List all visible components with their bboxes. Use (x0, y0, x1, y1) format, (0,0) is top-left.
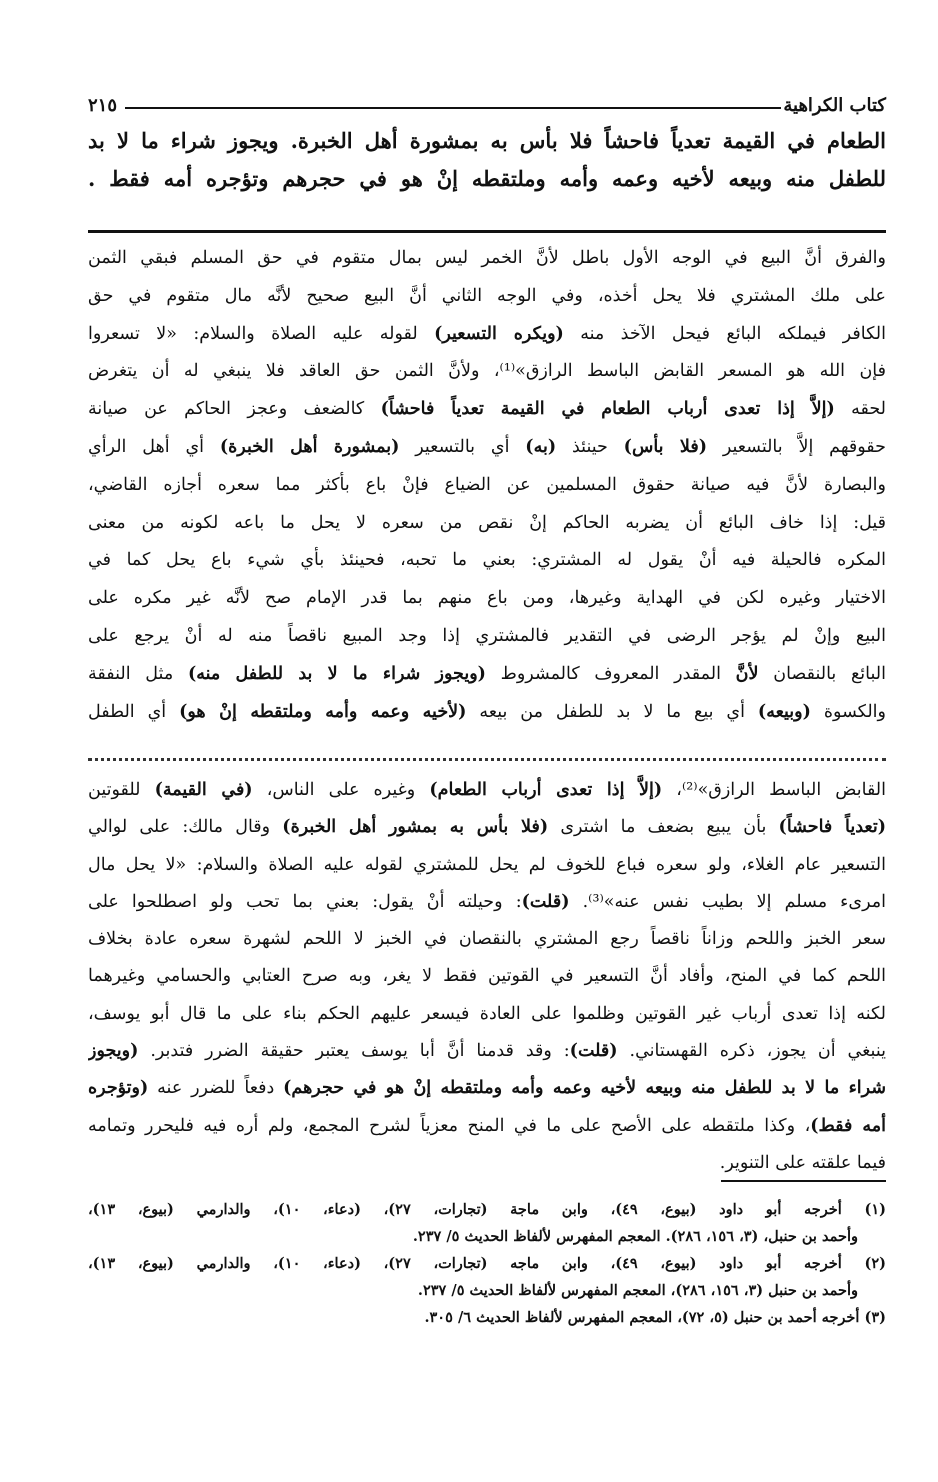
commentary-line (88, 316, 886, 354)
bold-matn-quote: (بمشورة أهل الخبرة) (219, 436, 400, 457)
commentary-text: والبصارة لأنَّ فيه صيانة حقوق المسلمين عن الضياع فإنْ باع بأكثر مما سعره أجازه القاضي، (88, 474, 886, 495)
commentary-line (88, 353, 886, 391)
bold-matn-quote: (ويجوز (88, 1041, 139, 1062)
bold-matn-quote: (وتؤجره (88, 1078, 149, 1099)
commentary-section-2 (88, 772, 886, 1182)
commentary-line (88, 809, 886, 846)
bold-matn-quote: (قلت) (521, 891, 570, 912)
commentary-text: فإن الله هو المسعر القابض الباسط الرازق»⁽¹⁾، ولأنَّ الثمن حق العاقد فلا ينبغي له أن يتغرض (88, 361, 886, 382)
commentary-text: البائع بالنقصان (758, 663, 886, 684)
bold-matn-quote: (ويكره التسعير) (434, 323, 564, 344)
commentary-text: : وحيلته أنْ يقول: بعني بما تحب ولو اصطلحوا على (88, 891, 522, 912)
matn-line: للطفل منه وبيعه لأخيه وعمه وأمه وملتقطه إنْ هو في حجرهم وتؤجره أمه فقط . (88, 166, 886, 191)
bold-matn-quote: (إلاَّ إذا تعدى أرباب الطعام) (429, 780, 663, 800)
commentary-line (88, 391, 886, 429)
commentary-line (88, 1033, 886, 1070)
commentary-line (88, 847, 886, 884)
commentary-line (88, 618, 886, 656)
commentary-text: سعر الخبز واللحم وزاناً ناقصاً رجع المشتري بالنقصان في الخبز لا اللحم لشهرة سعره عادة بخلاف (88, 929, 886, 950)
bold-matn-quote: (فلا بأس به بمشور أهل الخبرة) (282, 817, 549, 838)
bold-matn-quote: (في القيمة) (154, 780, 253, 800)
matn-line: الطعام في القيمة تعدياً فاحشاً فلا بأس به بمشورة أهل الخبرة. ويجوز شراء ما لا بد (88, 128, 886, 153)
commentary-text: لكنه إذا تعدى أرباب غير القوتين وظلموا على العادة فيسعر عليهم الحكم بناء على ما قال أبو يوسف، (88, 1003, 886, 1024)
commentary-line (88, 1108, 886, 1145)
commentary-text: التسعير عام الغلاء، ولو سعره فباع للخوف لم يحل للمشتري لقوله عليه الصلاة والسلام: «لا يحل مال (88, 854, 886, 875)
bold-matn-quote: (ويجوز شراء ما لا بد للطفل منه) (187, 663, 486, 684)
commentary-text: أي بيع ما لا بد للطفل من بيعه (466, 701, 758, 722)
bold-matn-quote: (به) (525, 436, 557, 457)
bold-matn-quote: (قلت) (569, 1041, 618, 1062)
commentary-text: لحقه (834, 399, 886, 420)
commentary-text: امرىء مسلم إلا بطيب نفس عنه»⁽³⁾. (569, 891, 886, 912)
commentary-text: وغيره على الناس، (252, 780, 430, 800)
commentary-text: لقوله عليه الصلاة والسلام: «لا تسعروا (88, 323, 435, 344)
commentary-text: المكره فالحيلة فيه أنْ يقول له المشتري: بعني ما تحبه، فحينئذ بأي شيء باع يحل كما في (88, 550, 886, 571)
commentary-line (88, 1070, 886, 1107)
commentary-line (88, 996, 886, 1033)
commentary-text: بأن يبيع بضعف ما اشترى (548, 817, 779, 838)
commentary-text: قيل: إذا خاف البائع أن يضربه الحاكم إنْ نقص من سعره لا يحل ما باعه لكونه من معنى (88, 512, 886, 533)
commentary-text: القابض الباسط الرازق»⁽²⁾، (662, 780, 886, 800)
commentary-line (88, 921, 886, 958)
commentary-line (88, 429, 886, 467)
commentary-text: أي أهل الرأي (88, 436, 220, 457)
bold-matn-quote: (تعدياً فاحشاً) (778, 817, 886, 838)
commentary-line (88, 772, 886, 809)
commentary-text: فيما علقته على التنوير. (719, 1152, 886, 1173)
bold-matn-quote: (وبيعه) (757, 701, 811, 722)
footnote-line: وأحمد بن حنبل، (٣، ١٥٦، ٢٨٦). المعجم المفهرس لألفاظ الحديث ٥/ ٢٣٧. (412, 1228, 858, 1245)
commentary-line (88, 656, 886, 694)
running-header (88, 88, 886, 116)
commentary-text: للقوتين (88, 780, 155, 800)
matn-separator (88, 230, 886, 233)
footnote-line: (٣) أخرجه أحمد بن حنبل (٥، ٧٢)، المعجم المفهرس لألفاظ الحديث ٦/ ٣٠٥. (424, 1309, 886, 1326)
commentary-text: البيع وإنْ لم يؤجر الرضى في التقدير فالمشتري إذا وجد المبيع ناقصاً منه له أنْ يرجع على (88, 625, 886, 646)
commentary-line (88, 278, 886, 316)
commentary-line (88, 542, 886, 580)
bold-matn-quote: (إلاَّ إذا تعدى أرباب الطعام في القيمة تعدياً فاحشاً) (380, 399, 835, 420)
commentary-text: حينئذ (556, 436, 624, 457)
commentary-text: والفرق أنَّ البيع في الوجه الأول باطل لأنَّ الخمر ليس بمال متقوم في حق المسلم فبقي الثمن (88, 248, 886, 268)
commentary-line (88, 958, 886, 995)
bold-matn-quote: أمه فقط) (810, 1115, 886, 1136)
commentary-line (88, 580, 886, 618)
commentary-text: اللحم كما في المنح، وأفاد أنَّ التسعير في القوتين فقط لا يغر، وبه صرح العتابي والحسامي وغيرهما (88, 966, 886, 987)
commentary-line (88, 505, 886, 543)
matn-text (88, 122, 886, 198)
footnote-separator (721, 1180, 886, 1182)
bold-matn-quote: (لأخيه وعمه وأمه وملتقطه إنْ هو) (179, 701, 467, 722)
commentary-section-1 (88, 240, 886, 731)
bold-matn-quote: لأنَّ (735, 663, 759, 684)
commentary-text: الكافر فيملكه البائع فيحل الآخذ منه (563, 323, 886, 344)
commentary-line (88, 467, 886, 505)
commentary-text: ينبغي أن يجوز، ذكره القهستاني. (617, 1041, 886, 1062)
footnote-line: (١) أخرجه أبو داود (بيوع، ٤٩)، وابن ماجة (تجارات، ٢٧)، (دعاء، ١٠)، والدارمي (بيوع، ١٣)، (88, 1201, 886, 1218)
commentary-text: أي بالتسعير (399, 436, 526, 457)
bold-matn-quote: شراء ما لا بد للطفل منه وبيعه لأخيه وعمه وأمه وملتقطه إنْ هو في حجرهم) (283, 1078, 886, 1099)
commentary-line (88, 884, 886, 921)
page-number: ٢١٥ (88, 95, 118, 116)
commentary-text: ، وكذا ملتقطه على الأصح على ما في المنح معزياً لشرح المجمع، ولم أره فيه فليحرر وتمامه (88, 1115, 811, 1136)
commentary-text: أي الطفل (88, 701, 180, 722)
commentary-line (88, 1145, 886, 1182)
commentary-text: المقدر المعروف كالمشروط (485, 663, 736, 684)
commentary-text: وقال مالك: على لوالي (88, 817, 283, 838)
commentary-text: دفعاً للضرر عنه (148, 1078, 284, 1099)
footnotes (88, 1196, 886, 1331)
header-rule (125, 107, 781, 109)
bold-matn-quote: (فلا بأس) (623, 436, 707, 457)
commentary-text: : وقد قدمنا أنَّ أبا يوسف يعتبر حقيقة الضرر فتدبر. (138, 1041, 570, 1062)
commentary-text: والكسوة (810, 701, 886, 722)
commentary-text: مثل النفقة (88, 663, 188, 684)
footnote-line: وأحمد بن حنبل (٣، ١٥٦، ٢٨٦)، المعجم المفهرس لألفاظ الحديث ٥/ ٢٣٧. (417, 1282, 858, 1299)
commentary-text: الاختيار وغيره لكن في الهداية وغيرها، ومن باع منهم بما قدر الإمام صح لأنَّه غير مكره على (88, 588, 886, 609)
footnote-line: (٢) أخرجه أبو داود (بيوع، ٤٩)، وابن ماجه (تجارات، ٢٧)، (دعاء، ١٠)، والدارمي (بيوع، ١٣)، (88, 1255, 886, 1272)
commentary-text: حقوقهم إلاَّ بالتسعير (706, 436, 886, 457)
dotted-separator (88, 758, 886, 761)
book-title: كتاب الكراهية (783, 95, 886, 116)
commentary-text: كالضعف وعجز الحاكم عن صيانة (88, 399, 381, 420)
commentary-line (88, 240, 886, 278)
commentary-text: على ملك المشتري فلا يحل أخذه، وفي الوجه الثاني أنَّ البيع صحيح لأنَّه مال متقوم في حق (88, 285, 886, 306)
commentary-line (88, 694, 886, 732)
